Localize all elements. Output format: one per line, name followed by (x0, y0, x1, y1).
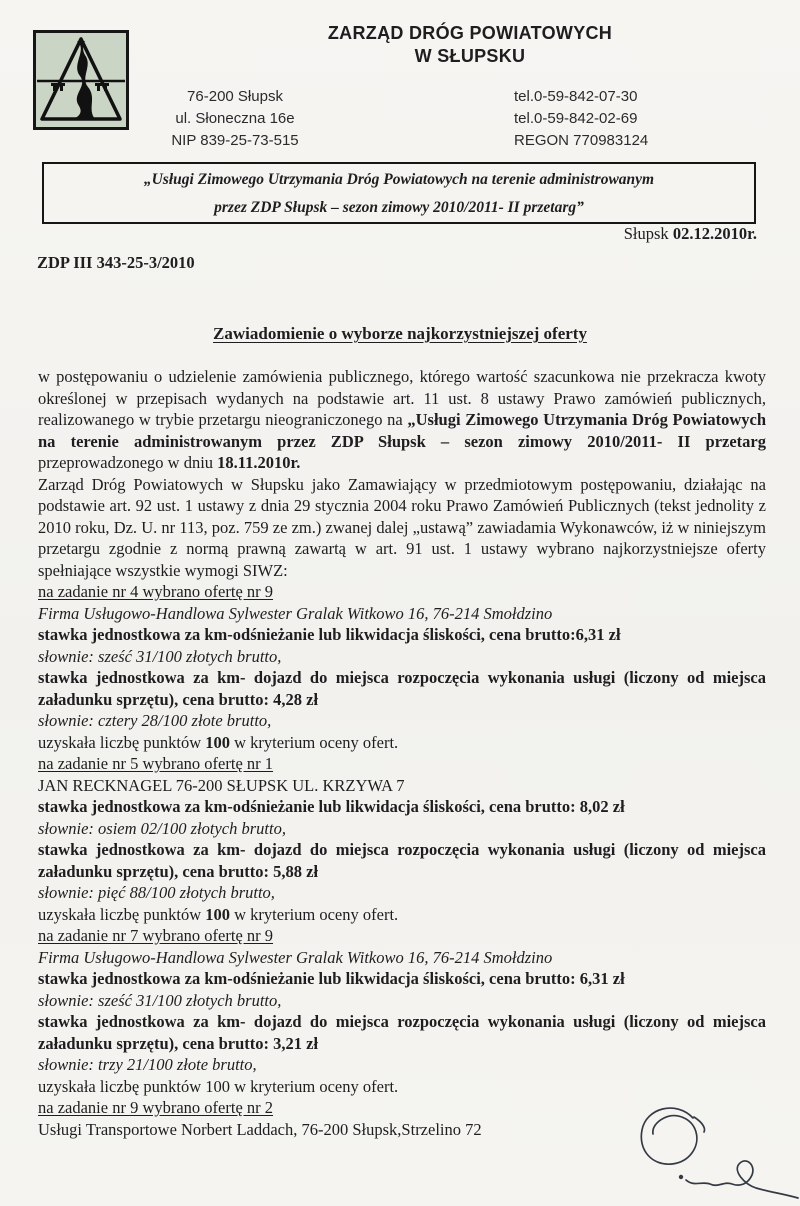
rate-line: stawka jednostkowa za km- dojazd do miejsca rozpoczęcia wykonania usługi (liczony od miejsca załadunku sprzętu), cena brutto: 4,28 zł (38, 668, 766, 709)
document-title: Zawiadomienie o wyborze najkorzystniejszej oferty (213, 324, 587, 343)
rate-line: stawka jednostkowa za km-odśnieżanie lub likwidacja śliskości, cena brutto: 6,31 zł (38, 969, 625, 988)
contractor-name: JAN RECKNAGEL 76-200 SŁUPSK UL. KRZYWA 7 (38, 775, 405, 795)
subject-line1: „Usługi Zimowego Utrzymania Dróg Powiatowych na terenie administrowanym (143, 171, 655, 188)
contractor-name: Usługi Transportowe Norbert Laddach, 76-200 Słupsk,Strzelino 72 (38, 1119, 482, 1139)
org-regon-line: REGON 770983124 (514, 132, 649, 149)
org-name-line1: ZARZĄD DRÓG POWIATOWYCH (327, 23, 613, 43)
road-triangle-logo-icon (33, 30, 129, 130)
rate-line: stawka jednostkowa za km-odśnieżanie lub likwidacja śliskości, cena brutto:6,31 zł (38, 625, 621, 644)
reference-number: ZDP III 343-25-3/2010 (37, 253, 195, 272)
org-phone-line: tel.0-59-842-07-30 (514, 88, 638, 105)
org-phone-line: tel.0-59-842-02-69 (514, 110, 638, 127)
rate-in-words: słownie: sześć 31/100 złotych brutto, (38, 990, 282, 1010)
document-body (38, 366, 766, 1140)
org-logo (33, 30, 129, 130)
rate-in-words: słownie: osiem 02/100 złotych brutto, (38, 818, 286, 838)
org-address (150, 86, 320, 152)
org-nip-line: NIP 839-25-73-515 (171, 132, 299, 149)
org-name-line2: W SŁUPSKU (414, 46, 526, 66)
intro-paragraph-1: w postępowaniu o udzielenie zamówienia publicznego, którego wartość szacunkowa nie przekracza kwoty określonej w przepisach wydanych na podstawie art. 11 ust. 8 ustawy Prawo zamówień publicznych, realizowanego w trybie przetargu nieograniczonego na „Usługi Zimowego Utrzymania Dróg Powiatowych na terenie administrowanym przez ZDP Słupsk – sezon zimowy 2010/2011- II przetarg przeprowadzonego w dniu 18.11.2010r. (38, 367, 767, 472)
task-award-heading: na zadanie nr 9 wybrano ofertę nr 2 (38, 1098, 274, 1117)
task-award-7 (38, 925, 766, 1097)
rate-in-words: słownie: cztery 28/100 złote brutto, (38, 711, 272, 730)
subject-box (42, 162, 756, 224)
rate-line: stawka jednostkowa za km-odśnieżanie lub likwidacja śliskości, cena brutto: 8,02 zł (38, 797, 625, 816)
points-line: uzyskała liczbę punktów 100 w kryterium oceny ofert. (38, 904, 399, 924)
contractor-name: Firma Usługowo-Handlowa Sylwester Gralak Witkowo 16, 76-214 Smołdzino (38, 947, 553, 967)
points-line: uzyskała liczbę punktów 100 w kryterium oceny ofert. (38, 1076, 399, 1096)
org-address-line: ul. Słoneczna 16e (175, 110, 295, 127)
rate-in-words: słownie: sześć 31/100 złotych brutto, (38, 646, 282, 666)
task-award-5 (38, 753, 766, 925)
task-award-heading: na zadanie nr 7 wybrano ofertę nr 9 (38, 926, 274, 945)
dateline: Słupsk 02.12.2010r. (623, 224, 757, 243)
rate-line: stawka jednostkowa za km- dojazd do miejsca rozpoczęcia wykonania usługi (liczony od miejsca załadunku sprzętu), cena brutto: 3,21 zł (38, 1012, 766, 1053)
subject-line2: przez ZDP Słupsk – sezon zimowy 2010/2011- II przetarg” (214, 199, 584, 216)
points-line: uzyskała liczbę punktów 100 w kryterium oceny ofert. (38, 732, 399, 752)
org-contact (514, 86, 714, 152)
org-address-line: 76-200 Słupsk (187, 88, 283, 105)
org-name (270, 22, 670, 68)
intro-paragraph-2: Zarząd Dróg Powiatowych w Słupsku jako Zamawiający w przedmiotowym postępowaniu, działając na podstawie art. 92 ust. 1 ustawy z dnia 29 stycznia 2004 roku Prawo Zamówień Publicznych (tekst jednolity z 2010 roku, Dz. U. nr 113, poz. 759 ze zm.) zwanej dalej „ustawą” zawiadamia Wykonawców, iż w niniejszym przetargu zgodnie z normą prawną zawartą w art. 91 ust. 1 ustawy wybrano najkorzystniejsze oferty spełniające wszystkie wymogi SIWZ: (38, 474, 766, 580)
task-award-heading: na zadanie nr 4 wybrano ofertę nr 9 (38, 582, 274, 601)
rate-line: stawka jednostkowa za km- dojazd do miejsca rozpoczęcia wykonania usługi (liczony od miejsca załadunku sprzętu), cena brutto: 5,88 zł (38, 840, 766, 881)
pen-scribble-icon (598, 1092, 800, 1204)
rate-in-words: słownie: pięć 88/100 złotych brutto, (38, 883, 275, 902)
rate-in-words: słownie: trzy 21/100 złote brutto, (38, 1055, 257, 1074)
task-award-4 (38, 581, 766, 753)
contractor-name: Firma Usługowo-Handlowa Sylwester Gralak Witkowo 16, 76-214 Smołdzino (38, 603, 553, 623)
task-award-heading: na zadanie nr 5 wybrano ofertę nr 1 (38, 754, 274, 773)
